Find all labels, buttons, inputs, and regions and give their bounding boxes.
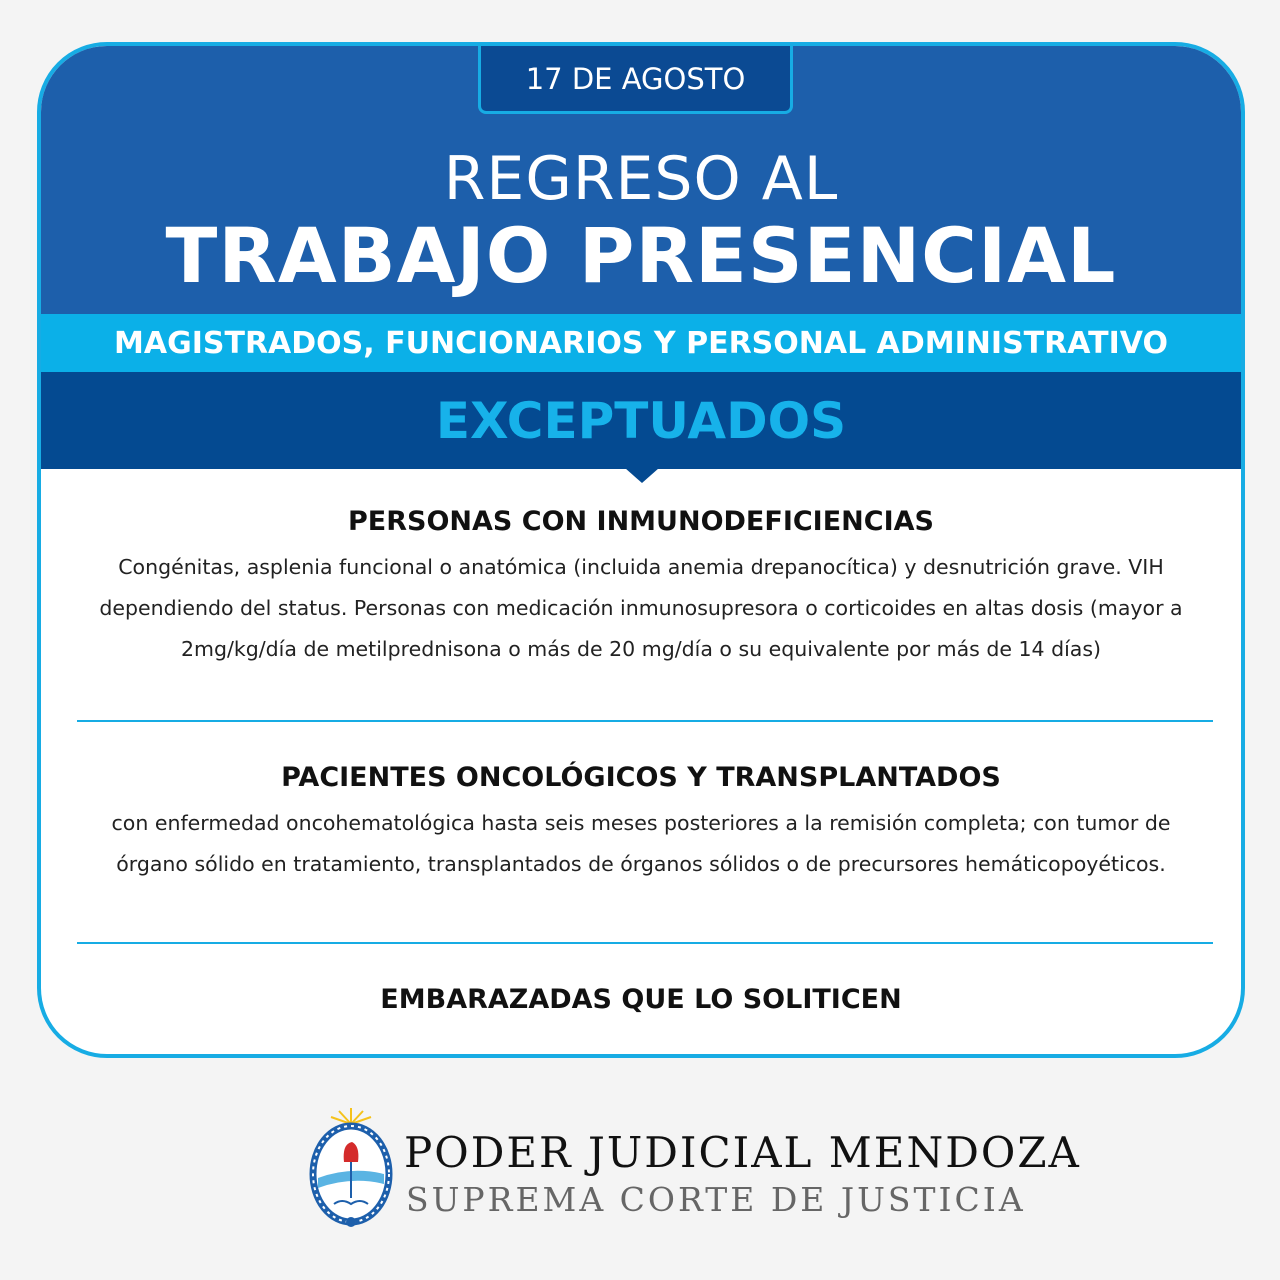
pointer-arrow xyxy=(625,468,659,483)
section-pregnant xyxy=(41,984,1241,1015)
section-title: PACIENTES ONCOLÓGICOS Y TRANSPLANTADOS xyxy=(281,762,1001,793)
exceptions-heading: EXCEPTUADOS xyxy=(41,372,1241,469)
title-line2: TRABAJO PRESENCIAL xyxy=(165,211,1117,300)
divider xyxy=(77,942,1213,944)
announcement-card xyxy=(37,42,1245,1058)
title-line1: REGRESO AL xyxy=(443,144,839,214)
section-immunodeficiency xyxy=(41,506,1241,670)
org-name: PODER JUDICIAL MENDOZA xyxy=(404,1128,1081,1177)
section-body: con enfermedad oncohematológica hasta seis meses posteriores a la remisión completa; con tumor de órgano sólido en tratamiento, transplantados de órganos sólidos o de precursores hemáticopoyéticos. xyxy=(111,811,1171,876)
divider xyxy=(77,720,1213,722)
section-title: EMBARAZADAS QUE LO SOLITICEN xyxy=(380,984,902,1015)
audience-band: MAGISTRADOS, FUNCIONARIOS Y PERSONAL ADMINISTRATIVO xyxy=(41,314,1241,372)
section-oncology xyxy=(41,762,1241,885)
date-tab: 17 DE AGOSTO xyxy=(478,46,793,114)
section-body: Congénitas, asplenia funcional o anatómica (incluida anemia drepanocítica) y desnutrición grave. VIH dependiendo del status. Personas con medicación inmunosupresora o corticoides en altas dosis (mayor a 2mg/kg/día de metilprednisona o más de 20 mg/día o su equivalente por más de 14 días) xyxy=(99,555,1183,661)
section-title: PERSONAS CON INMUNODEFICIENCIAS xyxy=(348,506,934,537)
coat-of-arms-logo xyxy=(306,1104,396,1230)
org-subtitle: SUPREMA CORTE DE JUSTICIA xyxy=(406,1180,1026,1219)
